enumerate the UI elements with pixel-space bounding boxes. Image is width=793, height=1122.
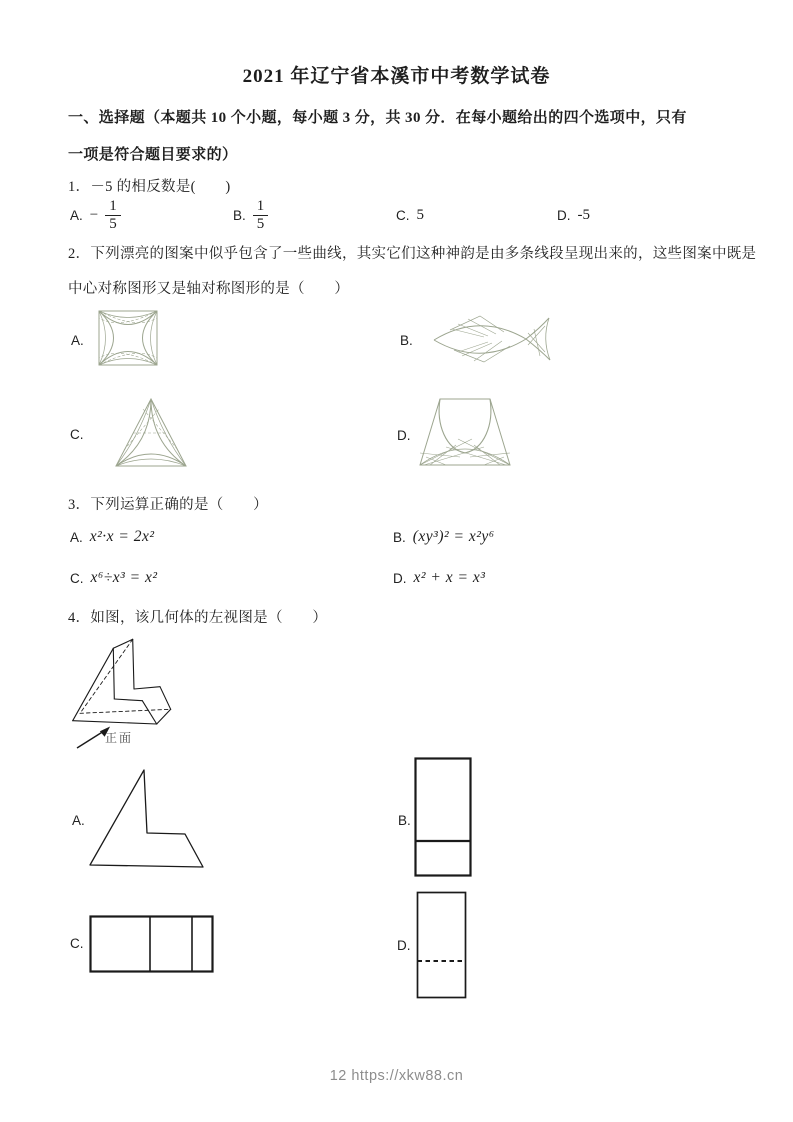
q1-option-d [557,193,590,237]
q1-option-a-label: A. [70,207,83,223]
q1-option-b-label: B. [233,207,246,223]
q4-option-b-label: B. [398,813,411,828]
fish-string-art-image [428,312,556,366]
square-string-art-image [96,308,160,368]
q2-option-a-label: A. [71,333,84,348]
fraction-numerator: 1 [253,198,269,216]
question-4-text: 4．如图，该几何体的左视图是（ ） [68,610,328,626]
question-3-text: 3．下列运算正确的是（ ） [68,497,268,513]
q4-option-b-image [414,757,472,877]
q1-option-b-fraction [253,198,269,233]
q1-option-c-value: 5 [416,206,424,223]
q4-option-d-label: D. [397,938,411,953]
q4-option-a-image [86,764,208,871]
fraction-denominator: 5 [109,215,117,232]
q1-option-a [70,193,121,237]
q1-option-d-label: D. [557,207,571,223]
q4-option-c-label: C. [70,936,84,951]
q1-option-c [396,193,424,237]
q4-option-d-image [416,891,467,999]
q1-option-d-value: -5 [577,206,590,223]
q3-option-a [70,522,155,552]
q3-option-c-formula: x⁶÷x³ = x² [90,569,158,586]
q3-option-c-label: C. [70,570,84,586]
q2-option-b-label: B. [400,333,413,348]
q1-option-a-minus-sign: − [89,206,99,223]
q3-option-d [393,563,485,593]
fraction-denominator: 5 [256,215,265,232]
q3-option-a-formula: x²·x = 2x² [89,528,155,545]
q1-option-a-fraction [105,198,121,233]
q3-option-b-formula: (xy³)² = x²y⁶ [412,528,495,545]
q2-option-d-label: D. [397,428,411,443]
q4-option-c-image [89,915,214,973]
front-face-label: 正面 [105,731,134,745]
footer-page-url: 12 https://xkw88.cn [329,1068,464,1084]
triangle-string-art-image [111,396,191,471]
section-heading-line1: 一、选择题（本题共 10 个小题，每小题 3 分，共 30 分．在每小题给出的四个选项中，只有 [68,110,687,126]
q1-option-c-label: C. [396,207,410,223]
page-title: 2021 年辽宁省本溪市中考数学试卷 [242,66,551,87]
trapezoid-string-art-image [416,395,514,469]
q3-option-a-label: A. [70,529,83,545]
section-heading-line2: 一项是符合题目要求的） [68,147,238,163]
fraction-numerator: 1 [105,198,121,216]
question-1-text: 1．－5 的相反数是( ) [68,179,231,195]
q3-option-d-formula: x² + x = x³ [413,569,486,586]
question-2-text-line1: 2．下列漂亮的图案中似乎包含了一些曲线，其实它们这种神韵是由多条线段呈现出来的，这些图案中既是 [68,246,757,262]
q3-option-c [70,563,158,593]
q3-option-b-label: B. [393,529,406,545]
q1-option-b [233,193,268,237]
q2-option-c-label: C. [70,427,84,442]
q3-option-b [393,522,495,552]
q3-option-d-label: D. [393,570,407,586]
q4-option-a-label: A. [72,813,85,828]
question-2-text-line2: 中心对称图形又是轴对称图形的是（ ） [68,281,350,297]
